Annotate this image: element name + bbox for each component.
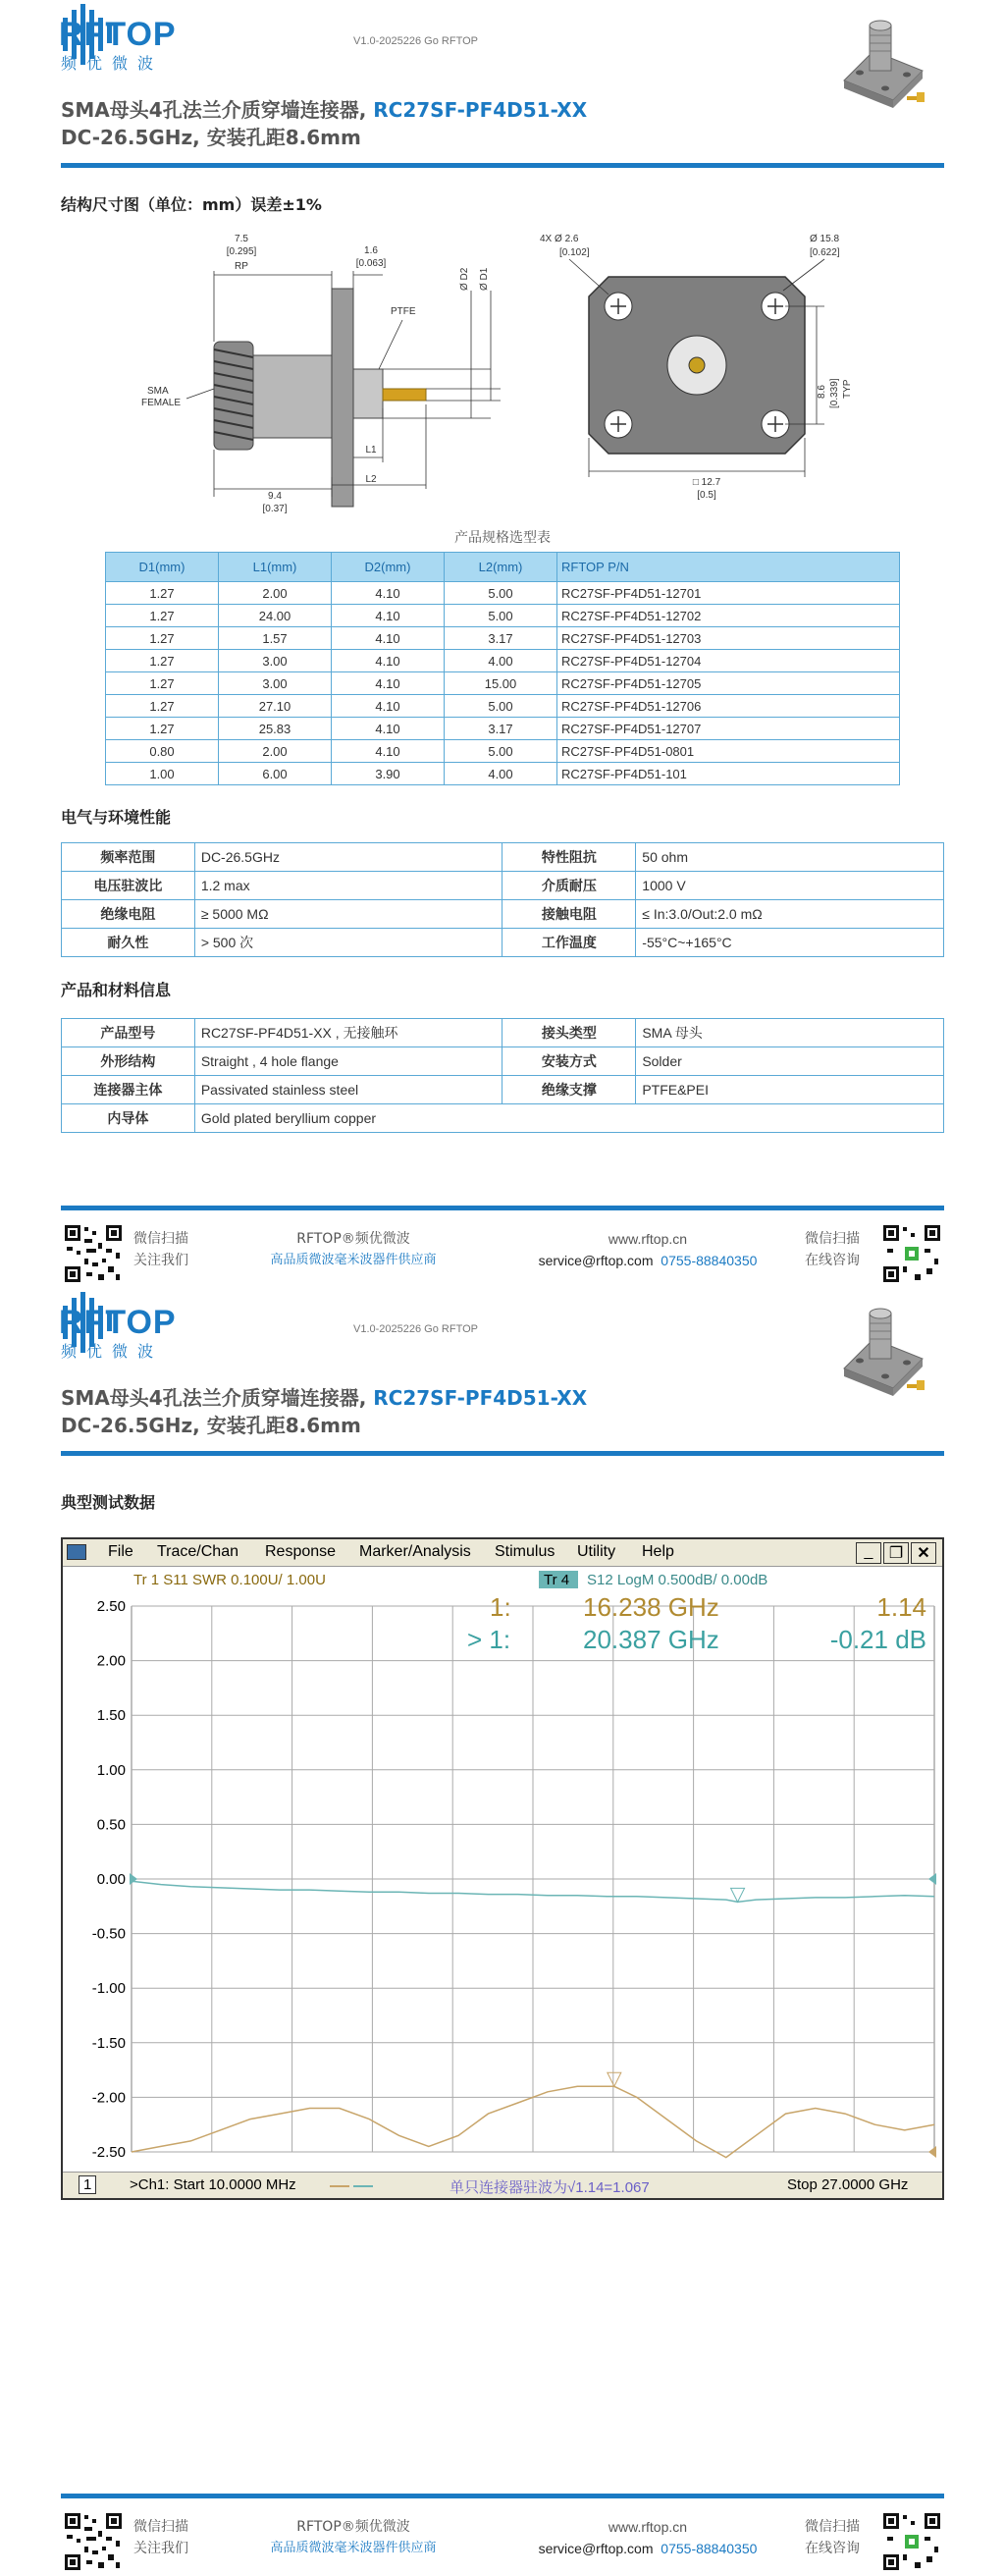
material-value: Passivated stainless steel (194, 1076, 502, 1104)
electrical-row (62, 900, 944, 929)
material-table (61, 1018, 944, 1133)
material-key: 绝缘支撑 (502, 1076, 636, 1104)
spec-cell: RC27SF-PF4D51-0801 (557, 740, 900, 763)
footer-contact (510, 1228, 785, 1271)
title-prefix: SMA母头4孔法兰介质穿墙连接器, (61, 98, 374, 122)
spec-table (105, 552, 900, 785)
spec-cell: 1.57 (219, 627, 332, 650)
electrical-value: DC-26.5GHz (194, 843, 502, 872)
title-prefix-p2: SMA母头4孔法兰介质穿墙连接器, (61, 1386, 374, 1410)
marker1-freq: 16.238 GHz (583, 1592, 719, 1622)
marker1-id: 1: (490, 1592, 511, 1622)
header-d1: D1(mm) (106, 553, 219, 582)
product-image-p2 (824, 1300, 942, 1418)
dia-top: Ø 15.8 (810, 234, 840, 244)
spec-cell: RC27SF-PF4D51-12702 (557, 605, 900, 627)
spec-cell: RC27SF-PF4D51-12701 (557, 582, 900, 605)
spec-cell: 4.00 (445, 650, 557, 672)
dia-bottom: [0.622] (810, 247, 840, 258)
tr4-label: Tr 4 (544, 1572, 570, 1588)
spec-cell: 4.10 (332, 582, 445, 605)
y-tick-label: -1.50 (91, 2034, 126, 2052)
spec-cell: RC27SF-PF4D51-12706 (557, 695, 900, 718)
reference-arrow (130, 1873, 137, 1885)
channel-number[interactable]: 1 (79, 2175, 96, 2194)
spec-cell: 5.00 (445, 695, 557, 718)
spec-cell: 1.27 (106, 650, 219, 672)
sq-bottom: [0.5] (697, 490, 716, 501)
electrical-key: 绝缘电阻 (62, 900, 195, 929)
electrical-table (61, 842, 944, 957)
status-note: 单只连接器驻波为√1.14=1.067 (450, 2179, 650, 2196)
spec-cell: RC27SF-PF4D51-12707 (557, 718, 900, 740)
test-section-title: 典型测试数据 (61, 1493, 156, 1512)
material-key: 内导体 (62, 1104, 195, 1133)
vna-window (61, 1537, 944, 2200)
electrical-section-title: 电气与环境性能 (61, 808, 172, 827)
spec-cell: 3.00 (219, 650, 332, 672)
marker2-freq: 20.387 GHz (583, 1625, 719, 1654)
email-link[interactable]: service@rftop.com (538, 1253, 654, 1268)
spec-cell: 5.00 (445, 605, 557, 627)
electrical-row (62, 872, 944, 900)
logo-text: RFTOP (59, 16, 177, 53)
sq-top: □ 12.7 (692, 477, 721, 488)
electrical-key: 工作温度 (502, 929, 636, 957)
spec-cell: 4.10 (332, 650, 445, 672)
footer-left-text-p2 (133, 2516, 188, 2559)
spec-cell: 3.90 (332, 763, 445, 785)
side-view-drawing (141, 232, 520, 526)
brand-tagline: 高品质微波毫米波器件供应商 (270, 1253, 437, 1267)
spec-cell: 1.00 (106, 763, 219, 785)
consult-qr-icon[interactable] (881, 1223, 942, 1284)
brand-name: RFTOP®频优微波 (296, 2519, 410, 2535)
status-stop: Stop 27.0000 GHz (787, 2176, 909, 2193)
wechat-scan-label: 微信扫描 (133, 2519, 188, 2535)
spec-cell: 3.00 (219, 672, 332, 695)
material-value: Straight , 4 hole flange (194, 1047, 502, 1076)
material-key: 外形结构 (62, 1047, 195, 1076)
chart-grid (132, 1606, 934, 2152)
dim-rp-bottom: [0.295] (226, 246, 257, 257)
electrical-key: 电压驻波比 (62, 872, 195, 900)
version-label-p2: V1.0-2025226 Go RFTOP (353, 1323, 478, 1335)
electrical-value: ≥ 5000 MΩ (194, 900, 502, 929)
spec-cell: 4.10 (332, 740, 445, 763)
material-value: Gold plated beryllium copper (194, 1104, 943, 1133)
spec-table-row (106, 763, 900, 785)
y-tick-label: 2.00 (96, 1652, 126, 1670)
y-tick-label: 1.00 (96, 1761, 126, 1779)
material-row (62, 1019, 944, 1047)
l1-label: L1 (365, 445, 377, 456)
dim-94-bottom: [0.37] (262, 504, 288, 514)
spec-cell: 2.00 (219, 740, 332, 763)
swr-legend-swatch (330, 2185, 349, 2187)
dim-rp-top: 7.5 (235, 234, 248, 244)
spec-cell: 4.10 (332, 605, 445, 627)
reference-arrow (928, 2146, 936, 2158)
dim-16-bottom: [0.063] (355, 258, 387, 269)
spec-cell: 4.10 (332, 672, 445, 695)
online-consult-label: 在线咨询 (805, 2541, 860, 2556)
spec-cell: 1.27 (106, 672, 219, 695)
spec-cell: 1.27 (106, 627, 219, 650)
spec-cell: 1.27 (106, 695, 219, 718)
wechat-scan-right: 微信扫描 (805, 2519, 860, 2535)
material-value: Solder (636, 1047, 944, 1076)
logo-cn: 频优微波 (61, 54, 164, 73)
spec-cell: 0.80 (106, 740, 219, 763)
spec-table-row (106, 582, 900, 605)
y-tick-label: 0.00 (96, 1871, 126, 1888)
spec-table-row (106, 672, 900, 695)
vna-menubar (63, 1539, 942, 1567)
title-part-number-p2: RC27SF-PF4D51-XX (373, 1386, 588, 1410)
spec-table-row (106, 718, 900, 740)
footer-brand (255, 1228, 451, 1271)
spec-cell: 5.00 (445, 740, 557, 763)
footer-right-text (805, 1228, 860, 1271)
chart-yticks (92, 1598, 126, 2161)
spec-cell: 1.27 (106, 582, 219, 605)
spec-cell: 3.17 (445, 627, 557, 650)
footer-brand-p2 (255, 2516, 451, 2559)
brand-name: RFTOP®频优微波 (296, 1231, 410, 1247)
version-label: V1.0-2025226 Go RFTOP (353, 35, 478, 47)
title-part-number: RC27SF-PF4D51-XX (373, 98, 588, 122)
status-start: >Ch1: Start 10.0000 MHz (130, 2176, 296, 2193)
phone-number: 0755-88840350 (661, 1253, 758, 1268)
spec-cell: 4.10 (332, 718, 445, 740)
tr4-rest: S12 LogM 0.500dB/ 0.00dB (587, 1572, 768, 1588)
spec-cell: 1.27 (106, 605, 219, 627)
logo-text-p2: RFTOP (59, 1304, 177, 1341)
footer-divider-p2 (61, 2494, 944, 2498)
ptfe-label: PTFE (391, 306, 416, 317)
electrical-key: 接触电阻 (502, 900, 636, 929)
d1-label: Ø D1 (479, 267, 490, 291)
menu-stimulus[interactable]: Stimulus (495, 1543, 555, 1560)
marker1-value: 1.14 (876, 1592, 926, 1622)
electrical-value: 1000 V (636, 872, 944, 900)
wechat-qr-icon[interactable] (63, 1223, 124, 1284)
typ-2: [0.339] (829, 378, 840, 408)
spec-table-caption: 产品规格选型表 (454, 530, 551, 546)
email-link[interactable]: service@rftop.com (538, 2541, 654, 2556)
close-icon[interactable]: ✕ (911, 1542, 936, 1564)
spec-cell: 24.00 (219, 605, 332, 627)
y-tick-label: 2.50 (96, 1598, 126, 1615)
electrical-value: 50 ohm (636, 843, 944, 872)
material-value: RC27SF-PF4D51-XX , 无接触环 (194, 1019, 502, 1047)
header-l2: L2(mm) (445, 553, 557, 582)
y-tick-label: 1.50 (96, 1707, 126, 1725)
electrical-key: 介质耐压 (502, 872, 636, 900)
material-key: 安装方式 (502, 1047, 636, 1076)
s12-legend-swatch (353, 2185, 373, 2187)
spec-cell: RC27SF-PF4D51-101 (557, 763, 900, 785)
electrical-key: 特性阻抗 (502, 843, 636, 872)
header-pn: RFTOP P/N (557, 553, 900, 582)
s12-marker (731, 1888, 745, 1902)
material-key: 连接器主体 (62, 1076, 195, 1104)
dim-rp-label: RP (235, 261, 248, 272)
typ-3: TYP (842, 379, 853, 399)
product-image (824, 12, 942, 130)
footer-left-text (133, 1228, 188, 1271)
spec-cell: 2.00 (219, 582, 332, 605)
follow-us-label: 关注我们 (133, 2541, 188, 2556)
minimize-icon[interactable]: _ (856, 1542, 881, 1564)
dim-94-top: 9.4 (268, 491, 282, 502)
electrical-value: 1.2 max (194, 872, 502, 900)
electrical-value: ≤ In:3.0/Out:2.0 mΩ (636, 900, 944, 929)
electrical-row (62, 843, 944, 872)
consult-qr-icon[interactable] (881, 2511, 942, 2572)
electrical-row (62, 929, 944, 957)
spec-cell: 4.10 (332, 627, 445, 650)
product-title (61, 94, 587, 123)
material-key: 产品型号 (62, 1019, 195, 1047)
material-key: 接头类型 (502, 1019, 636, 1047)
follow-us-label: 关注我们 (133, 1253, 188, 1268)
dim-16-top: 1.6 (364, 245, 378, 256)
vna-plot-area (63, 1567, 942, 2172)
spec-table-row (106, 740, 900, 763)
online-consult-label: 在线咨询 (805, 1253, 860, 1268)
electrical-value: -55°C~+165°C (636, 929, 944, 957)
header-d2: D2(mm) (332, 553, 445, 582)
y-tick-label: -1.00 (91, 1980, 126, 1998)
typ-1: 8.6 (817, 385, 827, 399)
y-tick-label: -2.50 (91, 2144, 126, 2161)
y-tick-label: -2.00 (91, 2089, 126, 2107)
sma-label-2: FEMALE (141, 398, 182, 408)
wechat-qr-icon[interactable] (63, 2511, 124, 2572)
holes-bottom: [0.102] (559, 247, 590, 258)
vna-statusbar (63, 2172, 942, 2198)
menu-response[interactable]: Response (265, 1543, 337, 1560)
product-subtitle-p2: DC-26.5GHz, 安装孔距8.6mm (61, 1414, 361, 1437)
spec-cell: RC27SF-PF4D51-12705 (557, 672, 900, 695)
phone-number: 0755-88840350 (661, 2541, 758, 2556)
spec-table-header-row (106, 553, 900, 582)
restore-icon[interactable]: ❐ (883, 1542, 909, 1564)
product-title-p2 (61, 1382, 587, 1411)
spec-cell: 5.00 (445, 582, 557, 605)
l2-label: L2 (365, 474, 377, 485)
material-value: PTFE&PEI (636, 1076, 944, 1104)
reference-arrow (928, 1873, 936, 1885)
product-subtitle: DC-26.5GHz, 安装孔距8.6mm (61, 126, 361, 149)
material-row (62, 1047, 944, 1076)
footer-right-text-p2 (805, 2516, 860, 2559)
spec-cell: 3.17 (445, 718, 557, 740)
spec-cell: 4.10 (332, 695, 445, 718)
vna-chart (63, 1567, 942, 2172)
spec-cell: 27.10 (219, 695, 332, 718)
y-tick-label: -0.50 (91, 1925, 126, 1943)
swr-marker (608, 2072, 621, 2086)
spec-table-row (106, 695, 900, 718)
electrical-value: > 500 次 (194, 929, 502, 957)
marker2-id: > 1: (467, 1625, 511, 1654)
website-link[interactable]: www.rftop.cn (608, 2519, 688, 2535)
spec-cell: 15.00 (445, 672, 557, 695)
spec-table-row (106, 627, 900, 650)
material-row (62, 1104, 944, 1133)
material-row (62, 1076, 944, 1104)
drawing-section-title: 结构尺寸图（单位：mm）误差±1% (61, 195, 322, 214)
header-divider (61, 163, 944, 168)
menu-help[interactable]: Help (642, 1543, 674, 1560)
material-section-title: 产品和材料信息 (61, 981, 172, 999)
spec-table-row (106, 605, 900, 627)
menu-file[interactable]: File (108, 1543, 133, 1560)
footer-divider (61, 1206, 944, 1210)
menu-utility[interactable]: Utility (577, 1543, 616, 1560)
spec-table-row (106, 650, 900, 672)
tr1-label: Tr 1 S11 SWR 0.100U/ 1.00U (133, 1572, 326, 1588)
spec-cell: 1.27 (106, 718, 219, 740)
sma-label-1: SMA (147, 386, 169, 397)
vna-app-icon[interactable] (67, 1544, 86, 1560)
y-tick-label: 0.50 (96, 1816, 126, 1834)
electrical-key: 耐久性 (62, 929, 195, 957)
spec-cell: 6.00 (219, 763, 332, 785)
wechat-scan-label: 微信扫描 (133, 1231, 188, 1247)
marker2-value: -0.21 dB (829, 1625, 926, 1654)
electrical-key: 频率范围 (62, 843, 195, 872)
footer-contact-p2 (510, 2516, 785, 2559)
logo-cn-p2: 频优微波 (61, 1342, 164, 1361)
spec-cell: 4.00 (445, 763, 557, 785)
holes-top: 4X Ø 2.6 (540, 234, 579, 244)
front-view-drawing (530, 232, 864, 516)
spec-cell: 25.83 (219, 718, 332, 740)
header-divider-p2 (61, 1451, 944, 1456)
wechat-scan-right: 微信扫描 (805, 1231, 860, 1247)
material-value: SMA 母头 (636, 1019, 944, 1047)
website-link[interactable]: www.rftop.cn (608, 1231, 688, 1247)
spec-cell: RC27SF-PF4D51-12704 (557, 650, 900, 672)
menu-marker-analysis[interactable]: Marker/Analysis (359, 1543, 471, 1560)
menu-trace-chan[interactable]: Trace/Chan (157, 1543, 238, 1560)
header-l1: L1(mm) (219, 553, 332, 582)
d2-label: Ø D2 (459, 267, 470, 291)
spec-cell: RC27SF-PF4D51-12703 (557, 627, 900, 650)
brand-tagline: 高品质微波毫米波器件供应商 (270, 2541, 437, 2555)
